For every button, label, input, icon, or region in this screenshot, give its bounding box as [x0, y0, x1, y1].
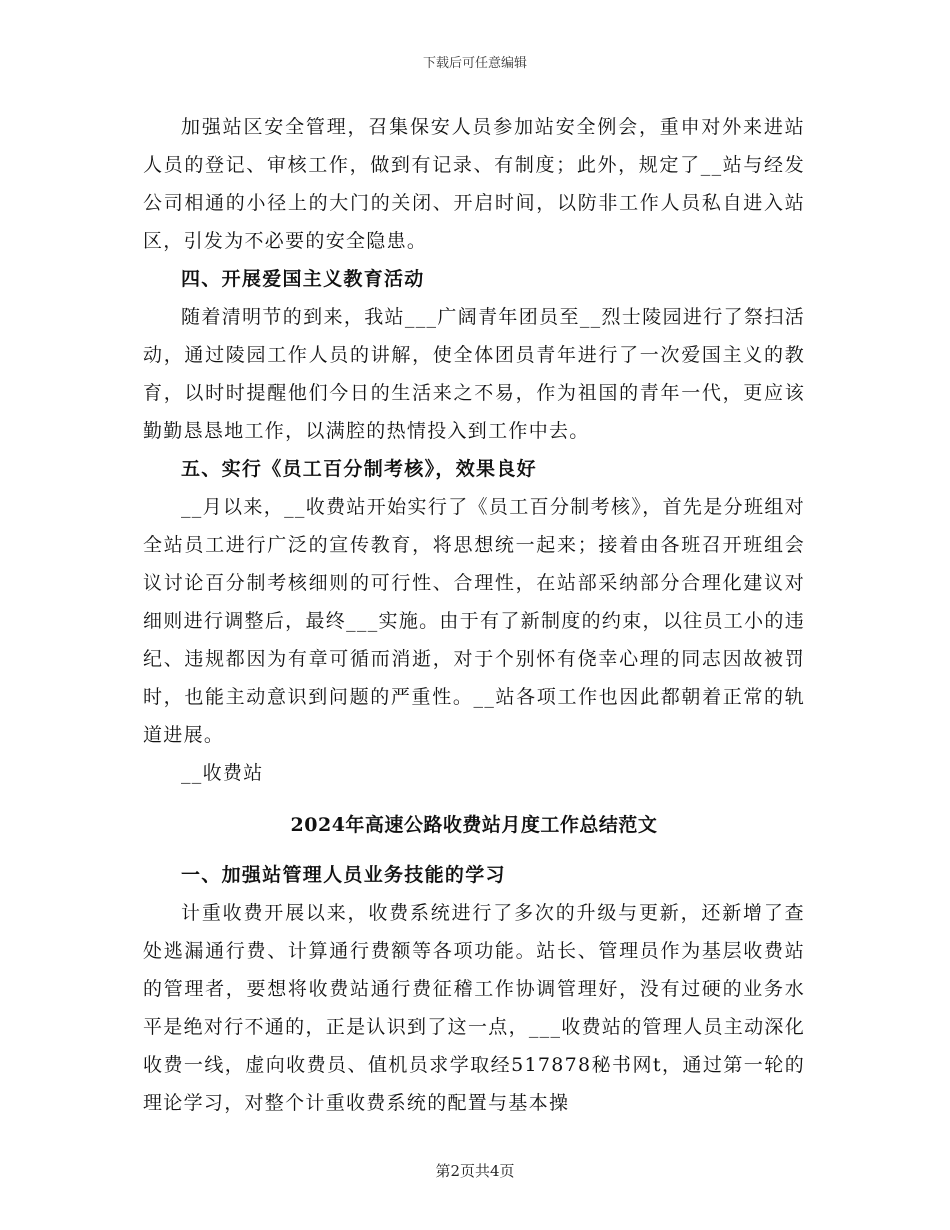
paragraph-assessment: __月以来，__收费站开始实行了《员工百分制考核》，首先是分班组对全站员工进行广泛的宣传教育，将思想统一起来；接着由各班召开班组会议讨论百分制考核细则的可行性、合理性，在站部采纳部分合理化建议对细则进行调整后，最终___实施。由于有了新制度的约束，以往员工小的违纪、违规都因为有章可循而消逝，对于个别怀有侥幸心理的同志因故被罚时，也能主动意识到问题的严重性。__站各项工作也因此都朝着正常的轨道进展。: [143, 496, 805, 746]
signature-line: __收费站: [181, 762, 264, 784]
heading-section-1: 一、加强站管理人员业务技能的学习: [181, 864, 506, 886]
heading-section-5: 五、实行《员工百分制考核》，效果良好: [181, 458, 537, 480]
page-header-note: 下载后可任意编辑: [422, 56, 527, 71]
page-number: 第2页共4页: [435, 1162, 515, 1180]
paragraph-patriotic-education: 随着清明节的到来，我站___广阔青年团员至__烈士陵园进行了祭扫活动，通过陵园工作人员的讲解，使全体团员青年进行了一次爱国主义的教育，以时时提醒他们今日的生活来之不易，作为祖国的青年一代，更应该勤勤恳恳地工作，以满腔的热情投入到工作中去。: [143, 306, 805, 442]
document-title: 2024年高速公路收费站月度工作总结范文: [290, 814, 658, 836]
heading-section-4: 四、开展爱国主义教育活动: [181, 268, 425, 290]
paragraph-skills-learning: 计重收费开展以来，收费系统进行了多次的升级与更新，还新增了查处逃漏通行费、计算通行费额等各项功能。站长、管理员作为基层收费站的管理者，要想将收费站通行费征稽工作协调管理好，没有过硬的业务水平是绝对行不通的，正是认识到了这一点，___收费站的管理人员主动深化收费一线，虚向收费员、值机员求学取经517878秘书网t，通过第一轮的理论学习，对整个计重收费系统的配置与基本操: [143, 902, 805, 1114]
paragraph-security: 加强站区安全管理，召集保安人员参加站安全例会，重申对外来进站人员的登记、审核工作，做到有记录、有制度；此外，规定了__站与经发公司相通的小径上的大门的关闭、开启时间，以防非工作人员私自进入站区，引发为不必要的安全隐患。: [143, 116, 805, 252]
document-body: [143, 108, 805, 1122]
